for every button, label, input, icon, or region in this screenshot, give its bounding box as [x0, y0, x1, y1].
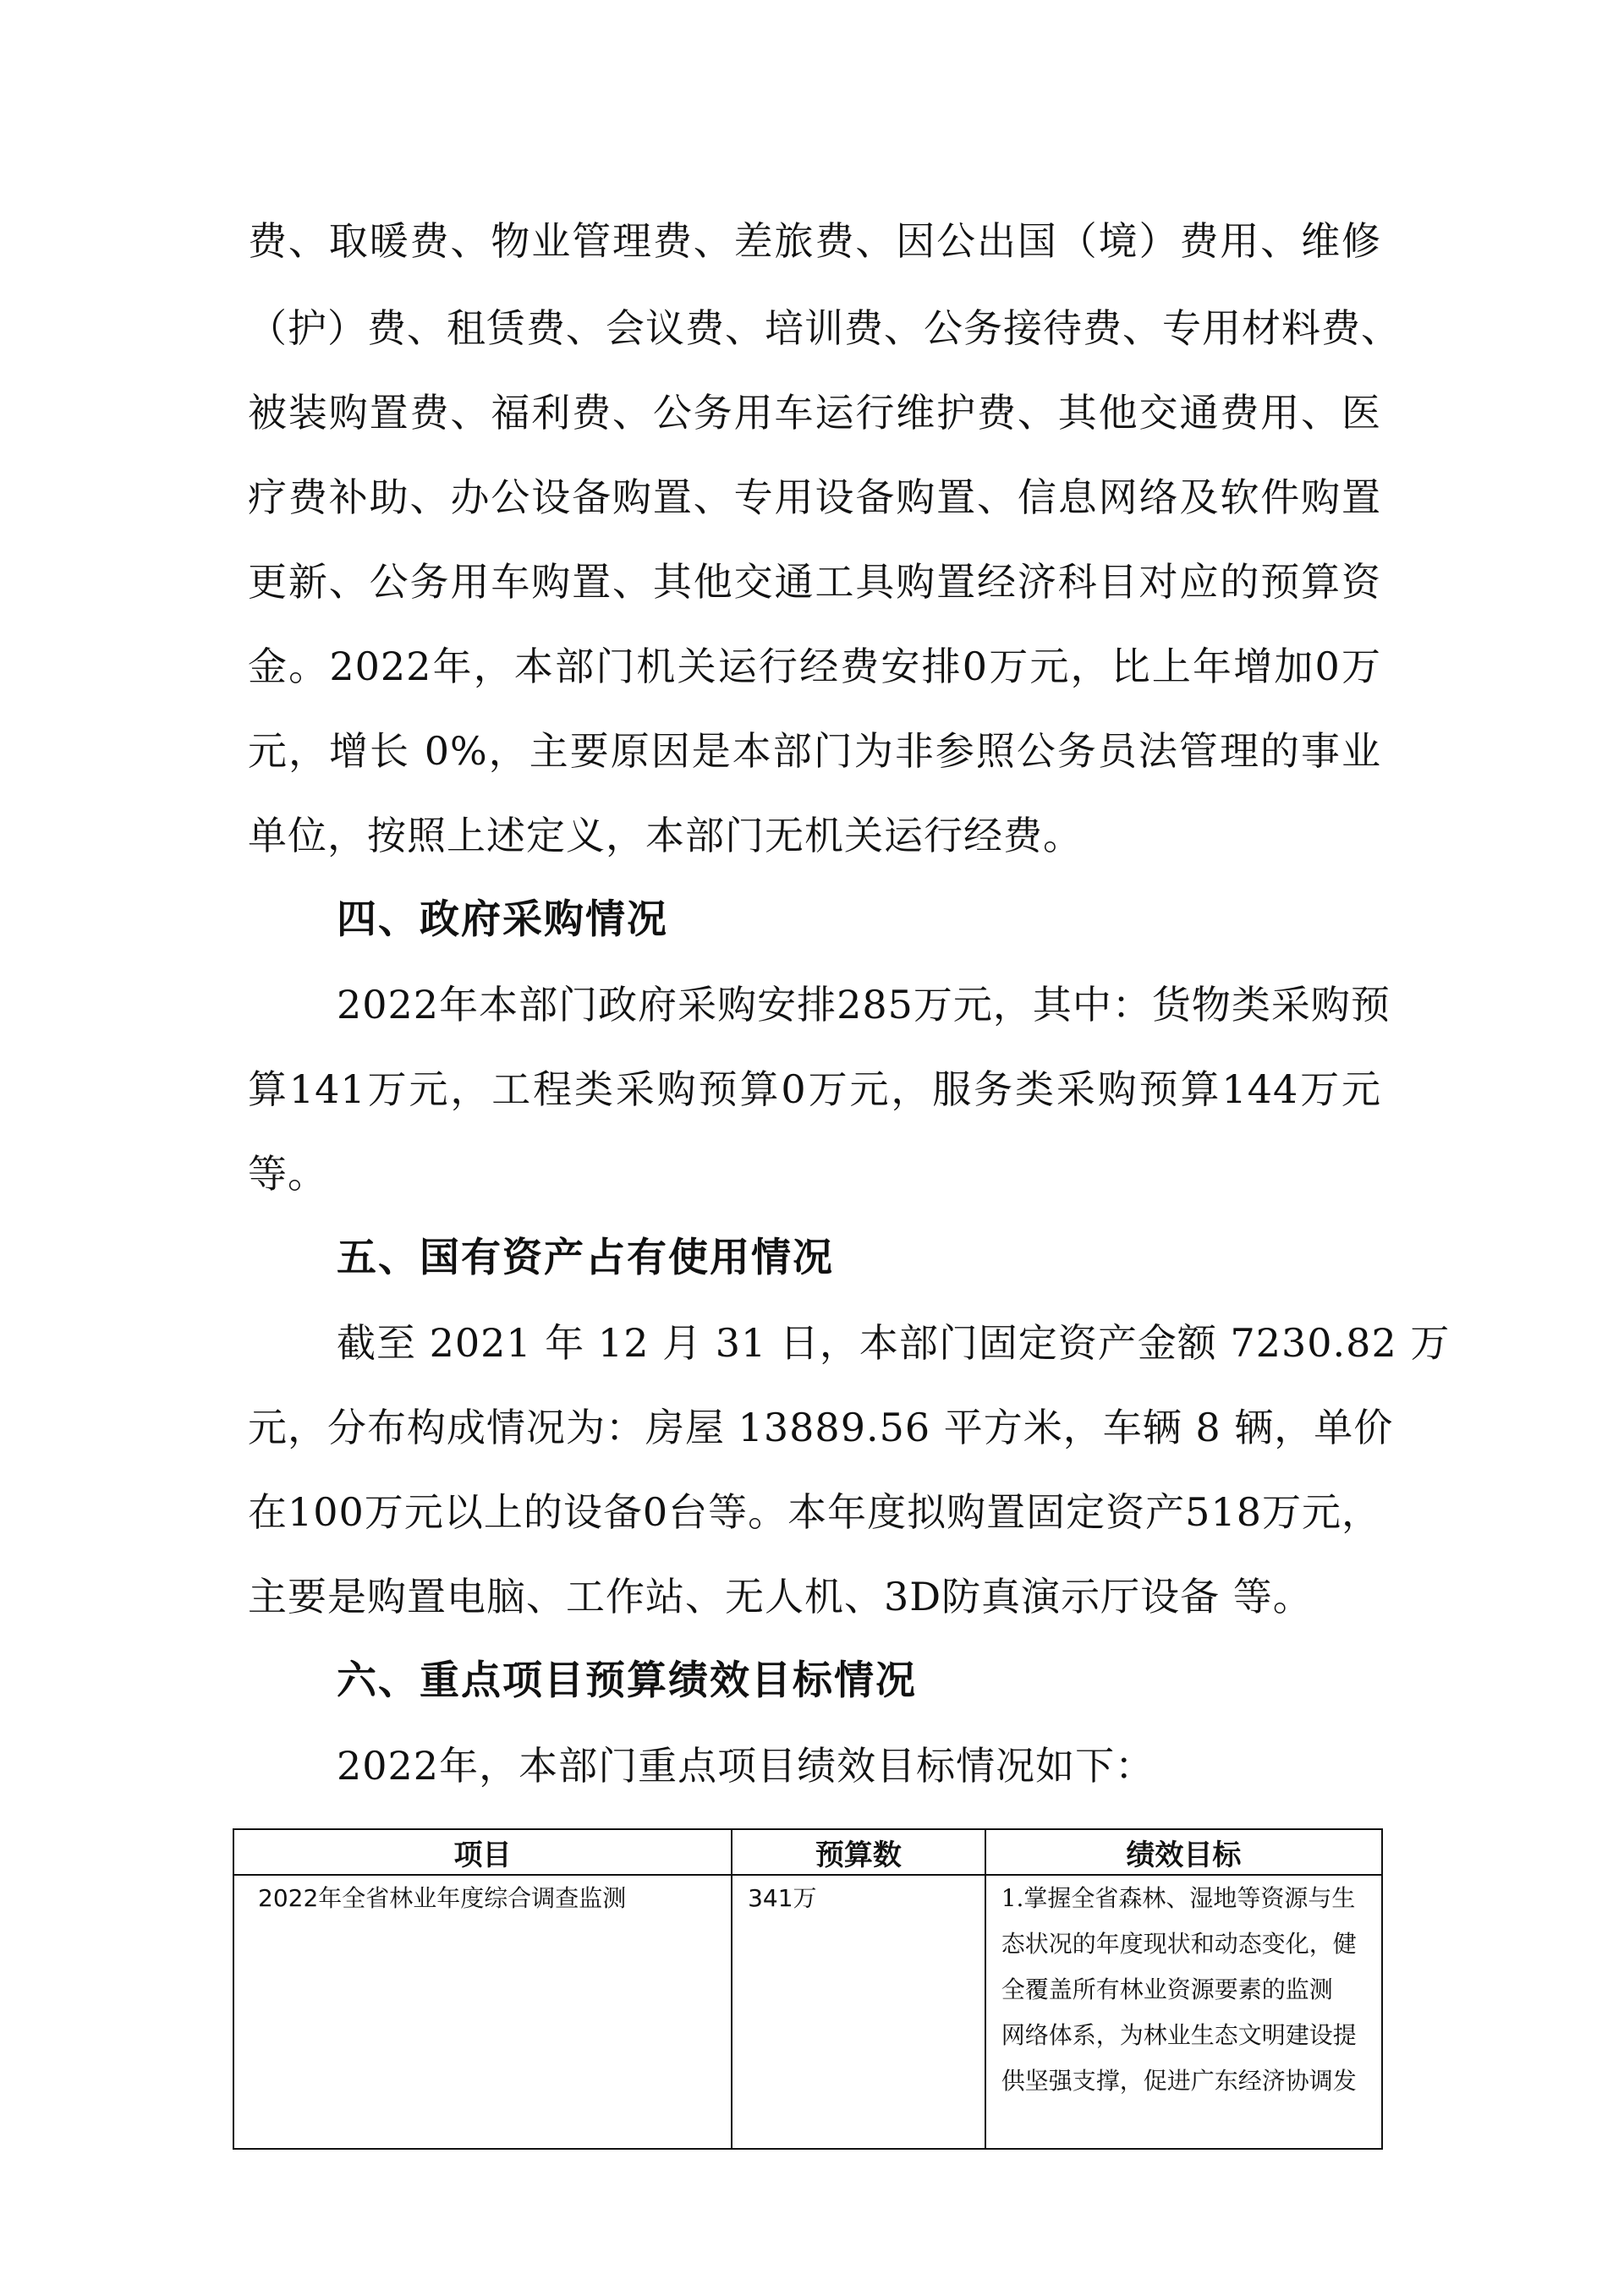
section-heading: 六、重点项目预算绩效目标情况 — [337, 1658, 917, 1704]
cell-budget: 341万 — [732, 1875, 985, 2149]
section-heading: 四、政府采购情况 — [337, 896, 668, 943]
performance-table — [233, 1828, 1383, 2150]
paragraph-line: 2022年，本部门重点项目绩效目标情况如下： — [337, 1743, 1155, 1789]
paragraph-line: 更新、公务用车购置、其他交通工具购置经济科目对应的预算资 — [248, 559, 1381, 605]
paragraph-line: 截至 2021 年 12 月 31 日，本部门固定资产金额 7230.82 万 — [337, 1320, 1451, 1366]
paragraph-line: 主要是购置电脑、工作站、无人机、3D防真演示厅设备 等。 — [248, 1574, 1313, 1619]
paragraph-line: 算141万元，工程类采购预算0万元，服务类采购预算144万元 — [248, 1066, 1381, 1112]
paragraph-line: 被装购置费、福利费、公务用车运行维护费、其他交通费用、医 — [248, 390, 1381, 436]
cell-goal — [985, 1875, 1382, 2149]
table-header-row — [233, 1829, 1382, 1875]
paragraph-line: （护）费、租赁费、会议费、培训费、公务接待费、专用材料费、 — [248, 305, 1401, 351]
goal-line: 网络体系，为林业生态文明建设提 — [1001, 2021, 1357, 2049]
paragraph-line: 疗费补助、办公设备购置、专用设备购置、信息网络及软件购置 — [248, 474, 1381, 520]
paragraph-line: 等。 — [248, 1151, 327, 1197]
section-heading: 五、国有资产占有使用情况 — [337, 1235, 834, 1281]
header-project: 项目 — [233, 1829, 732, 1875]
paragraph-line: 单位，按照上述定义，本部门无机关运行经费。 — [248, 813, 1083, 858]
paragraph-line: 金。2022年，本部门机关运行经费安排0万元，比上年增加0万 — [248, 644, 1381, 689]
paragraph-line: 元，增长 0%，主要原因是本部门为非参照公务员法管理的事业 — [248, 728, 1381, 774]
goal-line: 全覆盖所有林业资源要素的监测 — [1001, 1975, 1333, 2003]
paragraph-line: 元，分布构成情况为：房屋 13889.56 平方米，车辆 8 辆，单价 — [248, 1405, 1394, 1450]
paragraph-line: 费、取暖费、物业管理费、差旅费、因公出国（境）费用、维修 — [248, 218, 1381, 264]
header-budget: 预算数 — [732, 1829, 985, 1875]
cell-project: 2022年全省林业年度综合调查监测 — [233, 1875, 732, 2149]
paragraph-line: 2022年本部门政府采购安排285万元，其中：货物类采购预 — [337, 982, 1391, 1027]
goal-line: 态状况的年度现状和动态变化，健 — [1001, 1930, 1357, 1958]
goal-line: 1.掌握全省森林、湿地等资源与生 — [1001, 1884, 1356, 1912]
paragraph-line: 在100万元以上的设备0台等。本年度拟购置固定资产518万元， — [248, 1489, 1381, 1535]
table-row — [233, 1875, 1382, 2149]
header-goal: 绩效目标 — [985, 1829, 1382, 1875]
goal-line: 供坚强支撑，促进广东经济协调发 — [1001, 2067, 1357, 2095]
